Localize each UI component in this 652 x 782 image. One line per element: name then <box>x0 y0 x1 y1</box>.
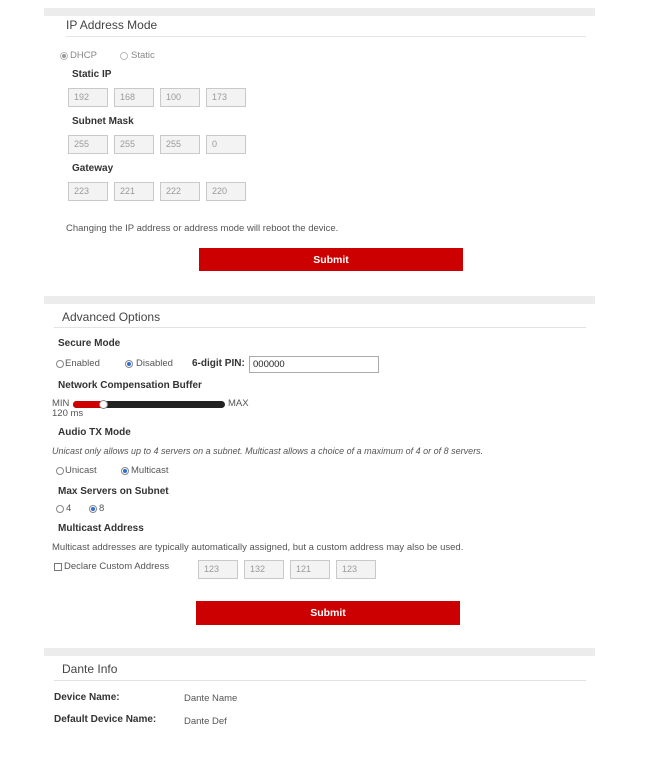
ncb-slider[interactable] <box>73 401 225 408</box>
unicast-label: Unicast <box>65 465 97 476</box>
dhcp-label: DHCP <box>70 50 97 61</box>
advanced-submit-button[interactable]: Submit <box>196 601 460 625</box>
dante-title: Dante Info <box>62 662 118 676</box>
ip-mode-title: IP Address Mode <box>66 18 158 32</box>
ncb-slider-handle[interactable] <box>99 400 108 409</box>
pin-input[interactable]: 000000 <box>249 356 379 373</box>
advanced-panel <box>44 304 595 648</box>
divider <box>54 680 586 681</box>
dhcp-radio[interactable] <box>60 52 68 60</box>
static-ip-octet-1[interactable]: 192 <box>68 88 108 107</box>
declare-custom-checkbox[interactable] <box>54 563 62 571</box>
advanced-title: Advanced Options <box>62 310 161 324</box>
dante-panel <box>44 656 595 738</box>
mcast-address-label: Multicast Address <box>58 523 144 534</box>
gateway-label: Gateway <box>72 163 114 174</box>
divider <box>54 327 586 328</box>
unicast-radio[interactable] <box>56 467 64 475</box>
panel-divider <box>44 296 595 304</box>
static-radio[interactable] <box>120 52 128 60</box>
divider <box>66 36 586 37</box>
declare-custom-label: Declare Custom Address <box>64 561 170 572</box>
subnet-octet-1[interactable]: 255 <box>68 135 108 154</box>
static-label: Static <box>131 50 155 61</box>
ip-submit-button[interactable]: Submit <box>199 248 463 271</box>
panel-divider <box>44 648 595 656</box>
mcast-octet-4[interactable]: 123 <box>336 560 376 579</box>
slider-min-label: MIN <box>52 398 70 409</box>
default-device-name-value: Dante Def <box>184 716 227 727</box>
max-servers-label: Max Servers on Subnet <box>58 486 169 497</box>
device-name-label: Device Name: <box>54 692 120 703</box>
multicast-radio[interactable] <box>121 467 129 475</box>
max-8-radio[interactable] <box>89 505 97 513</box>
gateway-octet-1[interactable]: 223 <box>68 182 108 201</box>
mcast-note: Multicast addresses are typically automatically assigned, but a custom address may also be used. <box>52 542 464 553</box>
secure-enabled-radio[interactable] <box>56 360 64 368</box>
static-ip-octet-2[interactable]: 168 <box>114 88 154 107</box>
secure-disabled-radio[interactable] <box>125 360 133 368</box>
static-ip-octet-4[interactable]: 173 <box>206 88 246 107</box>
slider-value: 120 ms <box>52 408 84 419</box>
reboot-note: Changing the IP address or address mode will reboot the device. <box>66 223 339 234</box>
static-ip-label: Static IP <box>72 69 112 80</box>
audio-tx-note: Unicast only allows up to 4 servers on a subnet. Multicast allows a choice of a maximum of 4 or of 8 servers. <box>52 446 484 456</box>
subnet-octet-3[interactable]: 255 <box>160 135 200 154</box>
static-ip-octet-3[interactable]: 100 <box>160 88 200 107</box>
ip-mode-panel <box>44 16 595 296</box>
enabled-label: Enabled <box>65 358 100 369</box>
gateway-octet-2[interactable]: 221 <box>114 182 154 201</box>
subnet-octet-2[interactable]: 255 <box>114 135 154 154</box>
max-8-label: 8 <box>99 503 105 514</box>
panel-divider <box>44 8 595 16</box>
device-name-value: Dante Name <box>184 693 238 704</box>
multicast-label: Multicast <box>131 465 169 476</box>
mcast-octet-2[interactable]: 132 <box>244 560 284 579</box>
max-4-radio[interactable] <box>56 505 64 513</box>
gateway-octet-4[interactable]: 220 <box>206 182 246 201</box>
ncb-label: Network Compensation Buffer <box>58 380 202 391</box>
secure-mode-label: Secure Mode <box>58 338 121 349</box>
mcast-octet-3[interactable]: 121 <box>290 560 330 579</box>
mcast-octet-1[interactable]: 123 <box>198 560 238 579</box>
slider-max-label: MAX <box>228 398 249 409</box>
subnet-octet-4[interactable]: 0 <box>206 135 246 154</box>
audio-tx-label: Audio TX Mode <box>58 427 131 438</box>
disabled-label: Disabled <box>136 358 173 369</box>
pin-label: 6-digit PIN: <box>192 358 245 369</box>
max-4-label: 4 <box>66 503 72 514</box>
gateway-octet-3[interactable]: 222 <box>160 182 200 201</box>
subnet-label: Subnet Mask <box>72 116 134 127</box>
default-device-name-label: Default Device Name: <box>54 714 157 725</box>
